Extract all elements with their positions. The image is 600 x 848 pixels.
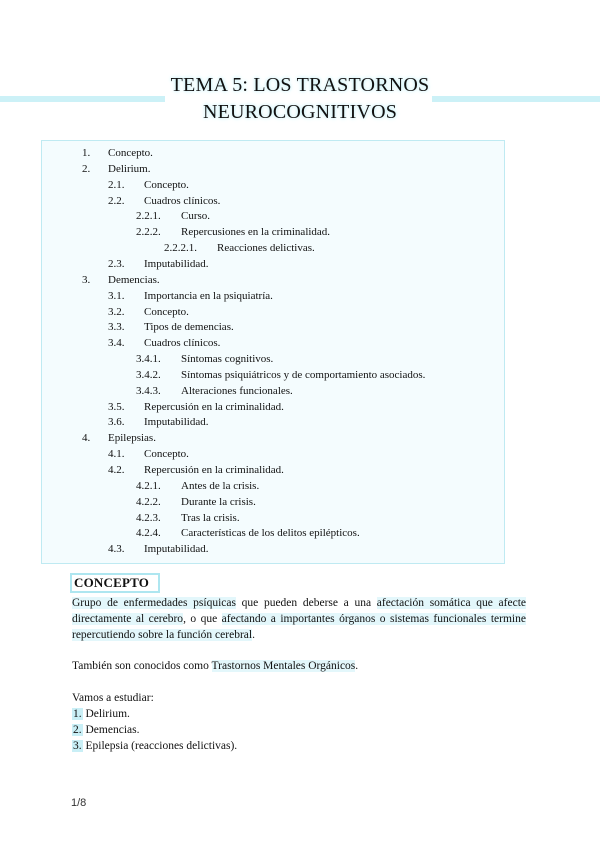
highlighted-phrase: afectando a importantes órganos o sistemas funcionales termine repercutiendo sobre la función cerebral (72, 613, 526, 641)
study-list-item (72, 722, 139, 738)
toc-item-number: 2.3. (108, 257, 125, 270)
study-item-text: Delirium. (82, 708, 130, 720)
also-known-suffix: . (355, 660, 359, 672)
toc-item (42, 352, 502, 366)
section-heading-concepto: CONCEPTO (70, 573, 160, 593)
toc-item (42, 146, 502, 160)
study-list-item (72, 706, 130, 722)
toc-item (42, 241, 502, 255)
toc-item-text: Cuadros clínicos. (144, 194, 221, 207)
toc-item-text: Repercusión en la criminalidad. (144, 400, 284, 413)
toc-item-number: 2. (82, 162, 91, 175)
study-item-number: 1. (73, 708, 82, 720)
toc-item-number: 3.4.1. (136, 353, 161, 366)
toc-item (42, 526, 502, 540)
study-intro: Vamos a estudiar: (72, 692, 154, 704)
toc-item-text: Características de los delitos epilépticos. (181, 527, 360, 540)
page-number: 1/8 (71, 797, 87, 809)
toc-item-text: Repercusión en la criminalidad. (144, 464, 284, 476)
toc-item (42, 400, 502, 414)
toc-item-text: Concepto. (144, 448, 189, 461)
study-item-number: 3. (73, 740, 82, 752)
toc-item-text: Antes de la crisis. (181, 479, 260, 492)
toc-item-text: Durante la crisis. (181, 495, 256, 508)
toc-item-text: Concepto. (144, 305, 189, 318)
study-item-text: Epilepsia (reacciones delictivas). (82, 740, 238, 752)
toc-item (42, 415, 502, 429)
also-known-term: Trastornos Mentales Orgánicos (211, 660, 356, 672)
toc-item (42, 495, 502, 509)
toc-item-number: 3.4.3. (136, 384, 161, 397)
table-of-contents (41, 140, 505, 564)
page-title-line-2: NEUROCOGNITIVOS (202, 101, 398, 123)
concept-also-known (72, 658, 358, 674)
paragraph-text: , o que (183, 613, 222, 625)
toc-item-text: Cuadros clínicos. (144, 337, 221, 350)
toc-item-number: 4.2.3. (136, 511, 161, 524)
toc-item-text: Importancia en la psiquiatría. (144, 289, 273, 302)
toc-item-number: 3.1. (108, 289, 125, 302)
toc-item-number: 4.2.2. (136, 495, 161, 508)
toc-item-text: Imputabilidad. (144, 416, 209, 429)
toc-item-number: 3.4. (108, 337, 125, 350)
toc-item (42, 209, 502, 223)
toc-item (42, 447, 502, 461)
toc-item (42, 463, 502, 477)
toc-item-text: Concepto. (144, 178, 189, 191)
toc-item-text: Tipos de demencias. (144, 321, 234, 334)
toc-item-number: 3.4.2. (136, 368, 161, 381)
toc-item-number: 3.5. (108, 400, 125, 413)
toc-item-number: 2.2.1. (136, 210, 161, 223)
toc-item-number: 1. (82, 147, 91, 159)
toc-item-number: 2.2.2.1. (164, 242, 197, 255)
toc-item-text: Alteraciones funcionales. (181, 384, 293, 397)
toc-item-number: 2.1. (108, 178, 125, 191)
toc-item-number: 3.2. (108, 305, 125, 318)
toc-item-text: Síntomas cognitivos. (181, 353, 274, 366)
toc-item-number: 2.2. (108, 194, 125, 207)
toc-item-text: Repercusiones en la criminalidad. (181, 226, 331, 239)
toc-item (42, 257, 502, 271)
toc-item (42, 479, 502, 493)
toc-item-number: 4.1. (108, 448, 125, 461)
toc-item-text: Demencias. (108, 273, 160, 286)
toc-item-number: 4. (82, 432, 91, 445)
toc-item-text: Imputabilidad. (144, 543, 209, 556)
paragraph-text: que pueden deberse a una (235, 597, 377, 609)
toc-item (42, 273, 502, 287)
also-known-prefix: También son conocidos como (72, 660, 212, 672)
toc-item-text: Imputabilidad. (144, 257, 209, 270)
paragraph-text: . (252, 629, 255, 641)
toc-item-text: Síntomas psiquiátricos y de comportamiento asociados. (181, 368, 426, 381)
toc-item-text: Epilepsias. (108, 432, 156, 445)
toc-item-number: 4.2. (108, 464, 125, 476)
study-list-item (72, 738, 237, 754)
toc-item-number: 3. (82, 273, 91, 286)
toc-item (42, 336, 502, 350)
toc-item-text: Delirium. (108, 162, 151, 175)
toc-item-number: 2.2.2. (136, 226, 161, 239)
toc-item-text: Curso. (181, 210, 211, 223)
toc-item (42, 511, 502, 525)
page-title (0, 72, 600, 126)
highlighted-phrase: afectación somática que afecte directamente al cerebro (72, 597, 526, 625)
highlighted-phrase: Grupo de enfermedades psíquicas (72, 597, 236, 609)
page-title-line-1: TEMA 5: LOS TRASTORNOS (170, 74, 430, 96)
toc-item (42, 431, 502, 445)
toc-item (42, 384, 502, 398)
toc-item-number: 3.6. (108, 416, 125, 429)
toc-item-number: 4.2.1. (136, 479, 161, 492)
study-item-number: 2. (73, 724, 82, 736)
toc-item (42, 225, 502, 239)
toc-item-number: 4.2.4. (136, 527, 161, 540)
toc-item (42, 320, 502, 334)
toc-item-number: 4.3. (108, 543, 125, 556)
toc-item (42, 289, 502, 303)
toc-item-number: 3.3. (108, 321, 125, 334)
toc-item (42, 162, 502, 176)
toc-item-text: Tras la crisis. (181, 511, 240, 524)
toc-item (42, 194, 502, 208)
toc-item-text: Reacciones delictivas. (217, 242, 315, 255)
study-item-text: Demencias. (82, 724, 140, 736)
toc-item (42, 305, 502, 319)
toc-item (42, 178, 502, 192)
toc-item (42, 368, 502, 382)
toc-item (42, 542, 502, 556)
toc-item-text: Concepto. (108, 147, 153, 159)
concept-paragraph (72, 595, 526, 643)
